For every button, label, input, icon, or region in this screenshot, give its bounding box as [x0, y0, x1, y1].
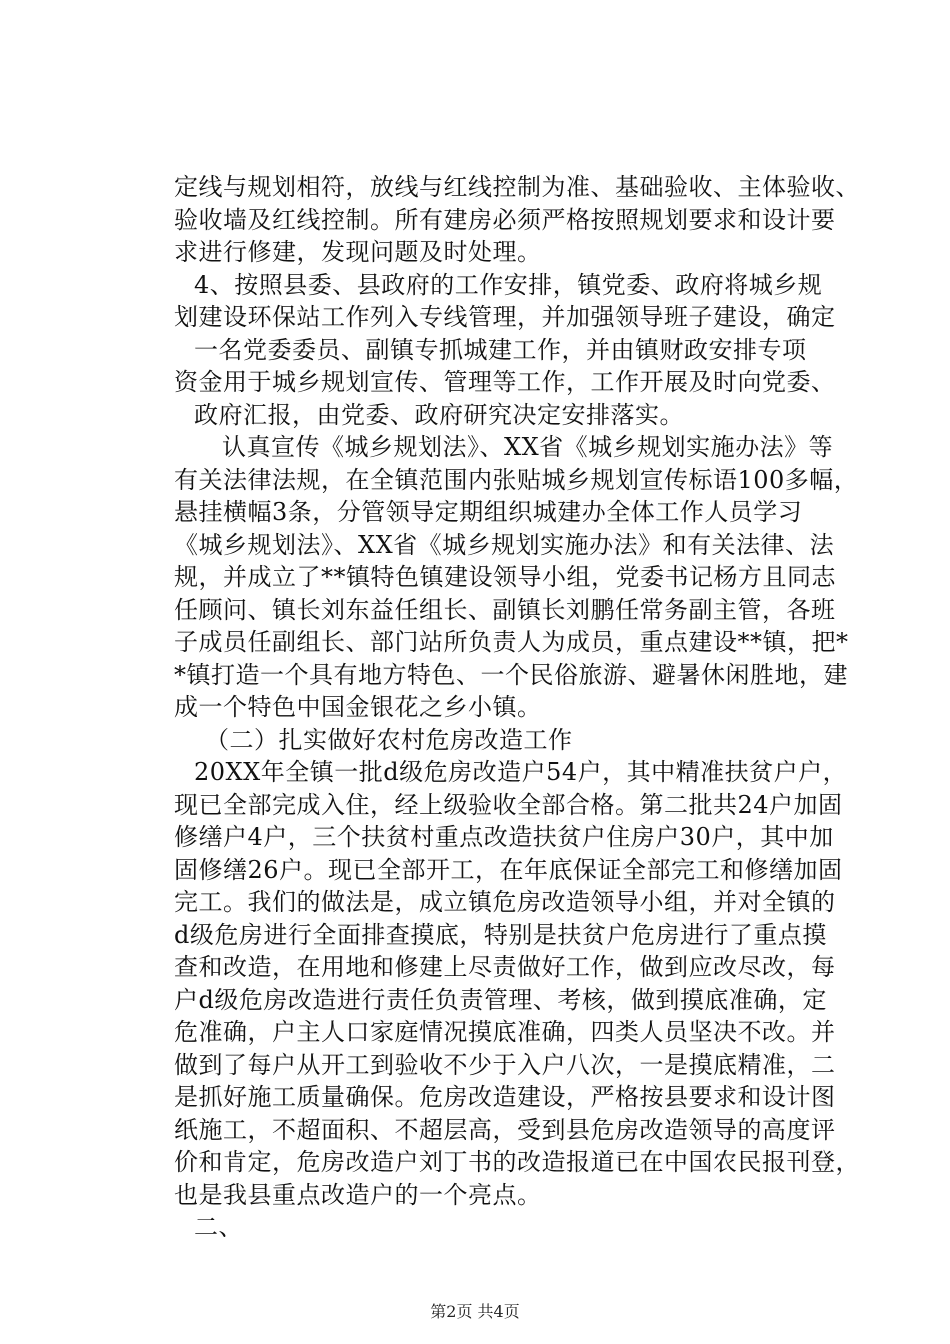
text-line: 纸施工，不超面积、不超层高，受到县危房改造领导的高度评: [174, 1116, 836, 1144]
text-line: d级危房进行全面排查摸底，特别是扶贫户危房进行了重点摸: [174, 921, 827, 949]
text-line: 做到了每户从开工到验收不少于入户八次，一是摸底精准，二: [174, 1051, 836, 1079]
text-line: 20XX年全镇一批d级危房改造户54户，其中精准扶贫户户，: [194, 758, 848, 786]
text-line: 任顾问、镇长刘东益任组长、副镇长刘鹏任常务副主管，各班: [174, 596, 836, 624]
text-line: 固修缮26户。现已全部开工，在年底保证全部完工和修缮加固: [174, 856, 843, 884]
text-line: 户d级危房改造进行责任负责管理、考核，做到摸底准确，定: [174, 986, 827, 1014]
text-line: *镇打造一个具有地方特色、一个民俗旅游、避暑休闲胜地，建: [174, 661, 848, 689]
section-heading: 二、: [194, 1213, 243, 1241]
text-line: 验收墙及红线控制。所有建房必须严格按照规划要求和设计要: [174, 206, 836, 234]
text-line: 查和改造，在用地和修建上尽责做好工作，做到应改尽改，每: [174, 953, 836, 981]
text-line: 一名党委委员、副镇专抓城建工作，并由镇财政安排专项: [194, 336, 807, 364]
text-line: 成一个特色中国金银花之乡小镇。: [174, 693, 542, 721]
text-line: 资金用于城乡规划宣传、管理等工作，工作开展及时向党委、: [174, 368, 836, 396]
text-line: 规，并成立了**镇特色镇建设领导小组，党委书记杨方且同志: [174, 563, 836, 591]
text-line: 政府汇报，由党委、政府研究决定安排落实。: [194, 401, 684, 429]
text-line: 也是我县重点改造户的一个亮点。: [174, 1181, 542, 1209]
text-line: 子成员任副组长、部门站所负责人为成员，重点建设**镇，把*: [174, 628, 849, 656]
text-line: 价和肯定，危房改造户刘丁书的改造报道已在中国农民报刊登，: [174, 1148, 860, 1176]
text-line: 完工。我们的做法是，成立镇危房改造领导小组，并对全镇的: [174, 888, 836, 916]
text-line: 划建设环保站工作列入专线管理，并加强领导班子建设，确定: [174, 303, 836, 331]
text-line: 有关法律法规，在全镇范围内张贴城乡规划宣传标语100多幅，: [174, 466, 859, 494]
text-line: 修缮户4户，三个扶贫村重点改造扶贫户住房户30户，其中加: [174, 823, 834, 851]
text-line: 求进行修建，发现问题及时处理。: [174, 238, 542, 266]
page-footer: 第2页 共4页: [430, 1302, 520, 1321]
section-heading: （二）扎实做好农村危房改造工作: [205, 726, 573, 754]
text-line: 4、按照县委、县政府的工作安排，镇党委、政府将城乡规: [194, 271, 823, 299]
text-line: 危准确，户主人口家庭情况摸底准确，四类人员坚决不改。并: [174, 1018, 836, 1046]
text-line: 现已全部完成入住，经上级验收全部合格。第二批共24户加固: [174, 791, 843, 819]
text-line: 悬挂横幅3条，分管领导定期组织城建办全体工作人员学习: [174, 498, 803, 526]
text-line: 《城乡规划法》、XX省《城乡规划实施办法》和有关法律、法: [174, 531, 835, 559]
text-line: 定线与规划相符，放线与红线控制为准、基础验收、主体验收、: [174, 173, 860, 201]
text-line: 是抓好施工质量确保。危房改造建设，严格按县要求和设计图: [174, 1083, 836, 1111]
text-line: 认真宣传《城乡规划法》、XX省《城乡规划实施办法》等: [222, 433, 834, 461]
